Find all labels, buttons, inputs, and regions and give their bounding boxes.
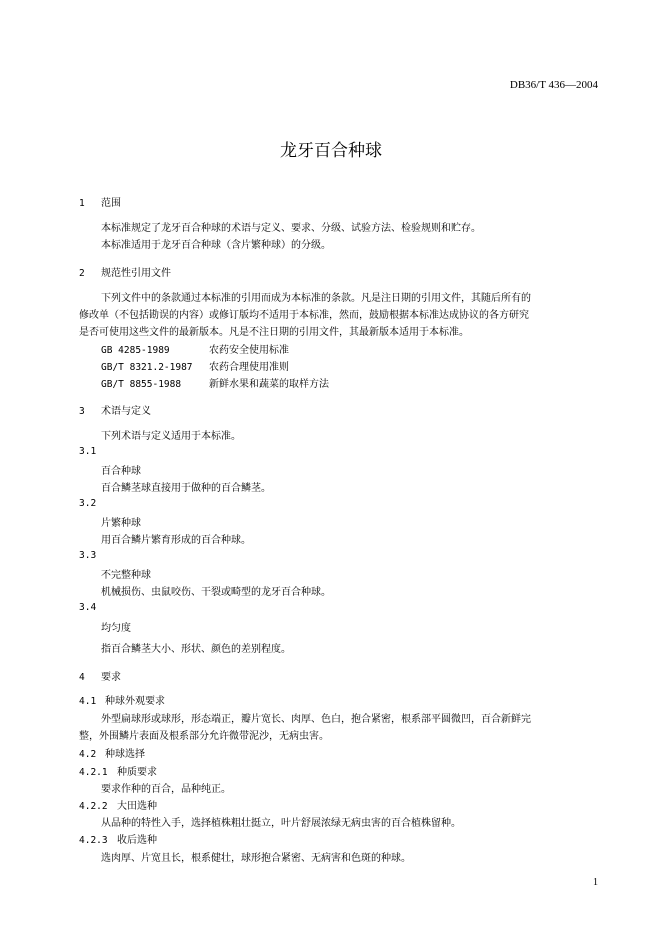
reference-code: GB/T 8321.2-1987: [101, 362, 193, 373]
term-name: 百合种球: [101, 466, 141, 477]
reference-name: 新鲜水果和蔬菜的取样方法: [209, 379, 329, 390]
subsection-4-2-3-heading: [79, 831, 157, 846]
term-definition: 机械损伤、虫鼠咬伤、干裂或畸型的龙牙百合种球。: [101, 587, 331, 598]
section-number: 4.2.3: [79, 835, 108, 846]
term-number: 3.3: [79, 550, 97, 561]
term-number: 3.1: [79, 446, 97, 457]
section-title: 种球外观要求: [105, 696, 165, 707]
section-number: 4.2.2: [79, 801, 108, 812]
paragraph: 从品种的特性入手，选择植株粗壮挺立，叶片舒展浓绿无病虫害的百合植株留种。: [101, 818, 461, 829]
paragraph-line: 是否可使用这些文件的最新版本。凡是不注日期的引用文件，其最新版本适用于本标准。: [79, 327, 469, 338]
reference-item: [101, 375, 329, 390]
term-name: 片繁种球: [101, 518, 141, 529]
section-title: 种质要求: [117, 767, 157, 778]
term-name: 不完整种球: [101, 570, 151, 581]
section-title: 种球选择: [105, 749, 145, 760]
paragraph: 要求作种的百合，品种纯正。: [101, 784, 231, 795]
term-definition: 百合鳞茎球直接用于做种的百合鳞茎。: [101, 483, 271, 494]
reference-code: GB/T 8855-1988: [101, 379, 182, 390]
section-title: 规范性引用文件: [101, 268, 171, 279]
term-number: 3.4: [79, 602, 97, 613]
paragraph-line: 下列文件中的条款通过本标准的引用而成为本标准的条款。凡是注日期的引用文件，其随后所有的: [101, 293, 531, 304]
term-name: 均匀度: [101, 623, 131, 634]
section-title: 术语与定义: [101, 406, 151, 417]
subsection-4-2-1-heading: [79, 763, 157, 778]
paragraph: 选肉厚、片宽且长，根系健壮，球形抱合紧密、无病害和色斑的种球。: [101, 853, 411, 864]
section-number: 4.2.1: [79, 767, 108, 778]
section-1-heading: [79, 194, 121, 209]
paragraph: 下列术语与定义适用于本标准。: [101, 431, 241, 442]
section-2-heading: [79, 264, 171, 279]
paragraph: 本标准适用于龙牙百合种球（含片繁种球）的分级。: [101, 240, 331, 251]
reference-name: 农药合理使用准则: [209, 362, 289, 373]
section-number: 4.1: [79, 696, 97, 707]
section-number: 4: [79, 672, 85, 683]
paragraph-line: 外型扁球形或球形，形态端正，瓣片宽长、肉厚、色白，抱合紧密，根系部平圆微凹，百合新鲜完: [101, 714, 531, 725]
section-title: 收后选种: [117, 835, 157, 846]
term-definition: 用百合鳞片繁育形成的百合种球。: [101, 535, 251, 546]
section-number: 1: [79, 198, 85, 209]
section-title: 大田选种: [117, 801, 157, 812]
paragraph-line: 修改单（不包括勘误的内容）或修订版均不适用于本标准，然而，鼓励根据本标准达成协议的各方研究: [79, 310, 529, 321]
term-number: 3.2: [79, 498, 97, 509]
subsection-4-1-heading: [79, 692, 165, 707]
reference-item: [101, 358, 289, 373]
section-title: 要求: [101, 672, 121, 683]
term-definition: 指百合鳞茎大小、形状、颜色的差别程度。: [101, 644, 291, 655]
subsection-4-2-2-heading: [79, 797, 157, 812]
subsection-4-2-heading: [79, 745, 145, 760]
page-number: 1: [593, 877, 598, 888]
reference-code: GB 4285-1989: [101, 345, 170, 356]
paragraph-line: 整，外围鳞片表面及根系部分允许微带泥沙，无病虫害。: [79, 731, 329, 742]
section-number: 3: [79, 406, 85, 417]
document-title: 龙牙百合种球: [280, 141, 382, 161]
section-4-heading: [79, 668, 121, 683]
section-3-heading: [79, 402, 151, 417]
section-number: 2: [79, 268, 85, 279]
reference-name: 农药安全使用标准: [209, 345, 289, 356]
reference-item: [101, 341, 289, 356]
standard-code: DB36/T 436—2004: [509, 79, 598, 91]
paragraph: 本标准规定了龙牙百合种球的术语与定义、要求、分级、试验方法、检验规则和贮存。: [101, 223, 481, 234]
section-number: 4.2: [79, 749, 97, 760]
section-title: 范围: [101, 198, 121, 209]
